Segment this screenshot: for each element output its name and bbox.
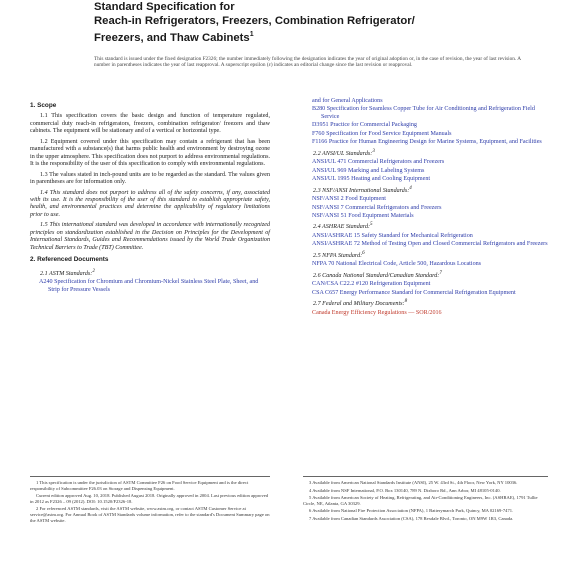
ref-f1166[interactable] [303, 139, 548, 146]
ref-b280[interactable] [303, 106, 548, 121]
ref-nsf2-title[interactable]: Food Equipment [345, 196, 386, 203]
ashrae-label: 2.4 ASHRAE Standard: [313, 224, 371, 231]
federal-footnote-mark: 8 [404, 298, 408, 305]
paragraph-1-2: 1.2 Equipment covered under this specification may contain a refrigerant that has been manufactured with a substance(s) that harms public health and environment by destroying ozone in the upper atmosphere. This specification does not purport to address environmental regulations. It is the responsibility of the user of this specification to comply with environmental regulations. [30, 138, 270, 168]
ref-ashrae15-code[interactable]: ANSI/ASHRAE 15 [312, 232, 360, 239]
footnotes-right [303, 476, 548, 524]
document-title [94, 0, 534, 45]
ref-csa-c22-title[interactable]: Refrigeration Equipment [369, 281, 431, 288]
footnote-7: 7 Available from Canadian Standards Association (CSA), 178 Rexdale Blvd., Toronto, ON M9W 1R3, Canada. [309, 515, 514, 521]
ref-f760[interactable] [303, 131, 548, 138]
ref-ul471-code[interactable]: ANSI/UL 471 [312, 159, 347, 166]
referenced-documents-heading: 2. Referenced Documents [30, 256, 109, 264]
ref-a240-continuation: and for General Applications [312, 98, 383, 104]
ref-ul969-code[interactable]: ANSI/UL 969 [312, 167, 347, 174]
paragraph-1-4: 1.4 This standard does not purport to address all of the safety concerns, if any, associated with its use. It is the responsibility of the user of this standard to establish appropriate safety, health, and environmental practices and determine the applicability of regulatory limitations prior to use. [30, 189, 270, 218]
ref-csa-c22[interactable] [303, 281, 548, 288]
footnote-4: 4 Available from NSF International, P.O. Box 130140, 789 N. Dixboro Rd., Ann Arbor, MI 48105-0140. [309, 487, 501, 493]
paragraph-1-1: 1.1 This specification covers the basic design and function of temperature regulated, commercial duty reach-in refrigerators, freezers, combination refrigerator/ freezers and thaw cabinets. The equipment will be stationary and of a vertical or horizontal type. [30, 113, 270, 135]
ref-f760-code[interactable]: F760 [312, 130, 325, 137]
canada-energy-regulation[interactable]: Canada Energy Efficiency Regulations — SOR/2016 [312, 309, 442, 316]
ref-nsf2-code[interactable]: NSF/ANSI 2 [312, 196, 344, 203]
scope-heading: 1. Scope [30, 102, 57, 109]
footnotes-left [30, 476, 270, 525]
title-line-3-text: Freezers, and Thaw Cabinets [94, 31, 250, 44]
federal-label: 2.7 Federal and Military Documents: [313, 301, 405, 308]
ref-nsf51[interactable] [303, 213, 548, 220]
paragraph-1-3: 1.3 The values stated in inch-pound units are to be regarded as the standard. The values given in parentheses are for information only. [30, 171, 270, 186]
ref-d3951-code[interactable]: D3951 [312, 122, 329, 129]
nsf-subheading [313, 185, 548, 195]
ansi-ul-subheading [313, 148, 548, 158]
ref-b280-title[interactable]: Specification for Seamless Copper Tube for Air Conditioning and Refrigeration Field Service [321, 106, 535, 120]
ref-a240[interactable] [30, 279, 270, 294]
ref-nsf7[interactable] [303, 205, 548, 212]
ref-ul1995[interactable] [303, 176, 548, 183]
title-line-2: Reach-in Refrigerators, Freezers, Combination Refrigerator/ [94, 15, 415, 27]
ashrae-subheading [313, 221, 548, 231]
ref-nsf7-code[interactable]: NSF/ANSI 7 [312, 204, 344, 211]
ref-nsf2[interactable] [303, 196, 548, 203]
footnote-1: 1 This specification is under the jurisdiction of ASTM Committee F26 on Food Service Equipment and is the direct responsibility of Subcommittee F26.03 on Storage and Dispensing Equipment. [30, 480, 249, 491]
footnote-6: 6 Available from National Fire Protection Association (NFPA), 1 Batterymarch Park, Quincy, MA 02169-7471. [309, 508, 514, 514]
ref-nsf7-title[interactable]: Commercial Refrigerators and Freezers [345, 204, 442, 211]
ref-ul1995-code[interactable]: ANSI/UL 1995 [312, 176, 350, 183]
title-line-1: Standard Specification for [94, 1, 235, 13]
ref-f1166-code[interactable]: F1166 [312, 139, 328, 146]
ref-d3951[interactable] [303, 122, 548, 129]
nfpa-label: 2.5 NFPA Standard: [313, 252, 363, 259]
right-column [303, 98, 548, 317]
ref-ashrae72-code[interactable]: ANSI/ASHRAE 72 [312, 241, 360, 248]
nfpa-subheading [313, 250, 548, 260]
astm-standards-subheading [40, 268, 270, 278]
footnote-2: 2 For referenced ASTM standards, visit the ASTM website, www.astm.org, or contact ASTM Customer Service at service@astm.org. For Annual Book of ASTM Standards volume information, refer to the standard's Document Summary page on the ASTM website. [30, 506, 270, 523]
ref-csa-c657-code[interactable]: CSA C657 [312, 289, 339, 296]
ref-ul969[interactable] [303, 168, 548, 175]
ref-ashrae15-title[interactable]: Safety Standard for Mechanical Refrigeration [361, 232, 473, 239]
ref-csa-c22-code[interactable]: CAN/CSA C22.2 #120 [312, 281, 369, 288]
footnote-3: 3 Available from American National Standards Institute (ANSI), 25 W. 43rd St., 4th Floor, New York, NY 10036. [309, 480, 518, 485]
nsf-label: 2.3 NSF/ANSI International Standards: [313, 187, 410, 194]
astm-standards-label: 2.1 ASTM Standards: [40, 270, 93, 277]
ref-ul471[interactable] [303, 159, 548, 166]
ref-nfpa70-code[interactable]: NFPA 70 [312, 261, 335, 268]
ref-nfpa70-title[interactable]: National Electrical Code, Article 500, Hazardous Locations [335, 261, 482, 268]
ref-csa-c657[interactable] [303, 290, 548, 297]
ref-d3951-title[interactable]: Practice for Commercial Packaging [330, 122, 417, 129]
ref-f760-title[interactable]: Specification for Food Service Equipment Manuals [326, 130, 452, 137]
ref-a240-code[interactable]: A240 [39, 279, 53, 286]
ref-ashrae72-title[interactable]: Method of Testing Open and Closed Commercial Refrigerators and Freezers [361, 241, 548, 248]
ref-ul471-title[interactable]: Commercial Refrigerators and Freezers [348, 159, 445, 166]
ansi-ul-footnote-mark: 3 [372, 147, 375, 154]
ref-ul1995-title[interactable]: Heating and Cooling Equipment [351, 176, 431, 183]
astm-footnote-mark: 2 [92, 267, 95, 274]
title-footnote-mark: 1 [249, 31, 254, 38]
csa-label: 2.6 Canada National Standard/Canadian Standard: [313, 272, 440, 279]
title-line-3 [94, 28, 534, 45]
nfpa-footnote-mark: 6 [362, 249, 365, 256]
ashrae-footnote-mark: 5 [370, 221, 373, 228]
ansi-ul-label: 2.2 ANSI/UL Standards: [313, 150, 373, 157]
ref-ashrae72[interactable] [303, 241, 548, 248]
footnote-1-edition: Current edition approved Aug. 10, 2018. Published August 2018. Originally approved in 2004. Last previous edition approved in 2012 as F2326 – 09 (2012). DOI: 10.1520/F2326-18. [30, 493, 269, 504]
ref-nsf51-title[interactable]: Food Equipment Materials [348, 212, 414, 219]
paragraph-1-5: 1.5 This international standard was developed in accordance with internationally recognized principles on standardization established in the Decision on Principles for the Development of International Standards, Guides and Recommendations issued by the World Trade Organization Technical Barriers to Trade (TBT) Committee. [30, 222, 270, 251]
ref-b280-code[interactable]: B280 [312, 106, 326, 113]
ref-a240-title[interactable]: Specification for Chromium and Chromium-Nickel Stainless Steel Plate, Sheet, and Strip for Pressure Vessels [48, 279, 259, 293]
nsf-footnote-mark: 4 [409, 184, 412, 191]
ref-nfpa70[interactable] [303, 261, 548, 268]
ref-nsf51-code[interactable]: NSF/ANSI 51 [312, 212, 347, 219]
federal-subheading [313, 298, 548, 308]
ref-ul969-title[interactable]: Marking and Labeling Systems [348, 167, 425, 174]
left-column [30, 98, 270, 295]
designation-note: This standard is issued under the fixed designation F2326; the number immediately following the designation indicates the year of original adoption or, in the case of revision, the year of last revision. A number in parentheses indicates the year of last reapproval. A superscript epsilon (ε) indicates an editorial change since the last revision or reapproval. [94, 56, 521, 69]
csa-subheading [313, 270, 548, 280]
csa-footnote-mark: 7 [439, 269, 442, 276]
ref-ashrae15[interactable] [303, 233, 548, 240]
ref-f1166-title[interactable]: Practice for Human Engineering Design for Marine Systems, Equipment, and Facilities [328, 139, 542, 146]
ref-csa-c657-title[interactable]: Energy Performance Standard for Commercial Refrigeration Equipment [339, 289, 516, 296]
footnote-5: 5 Available from American Society of Heating, Refrigerating, and Air-Conditioning Engineers, Inc. (ASHRAE), 1791 Tullie Circle, NE, Atlanta, GA 30329. [303, 495, 538, 506]
